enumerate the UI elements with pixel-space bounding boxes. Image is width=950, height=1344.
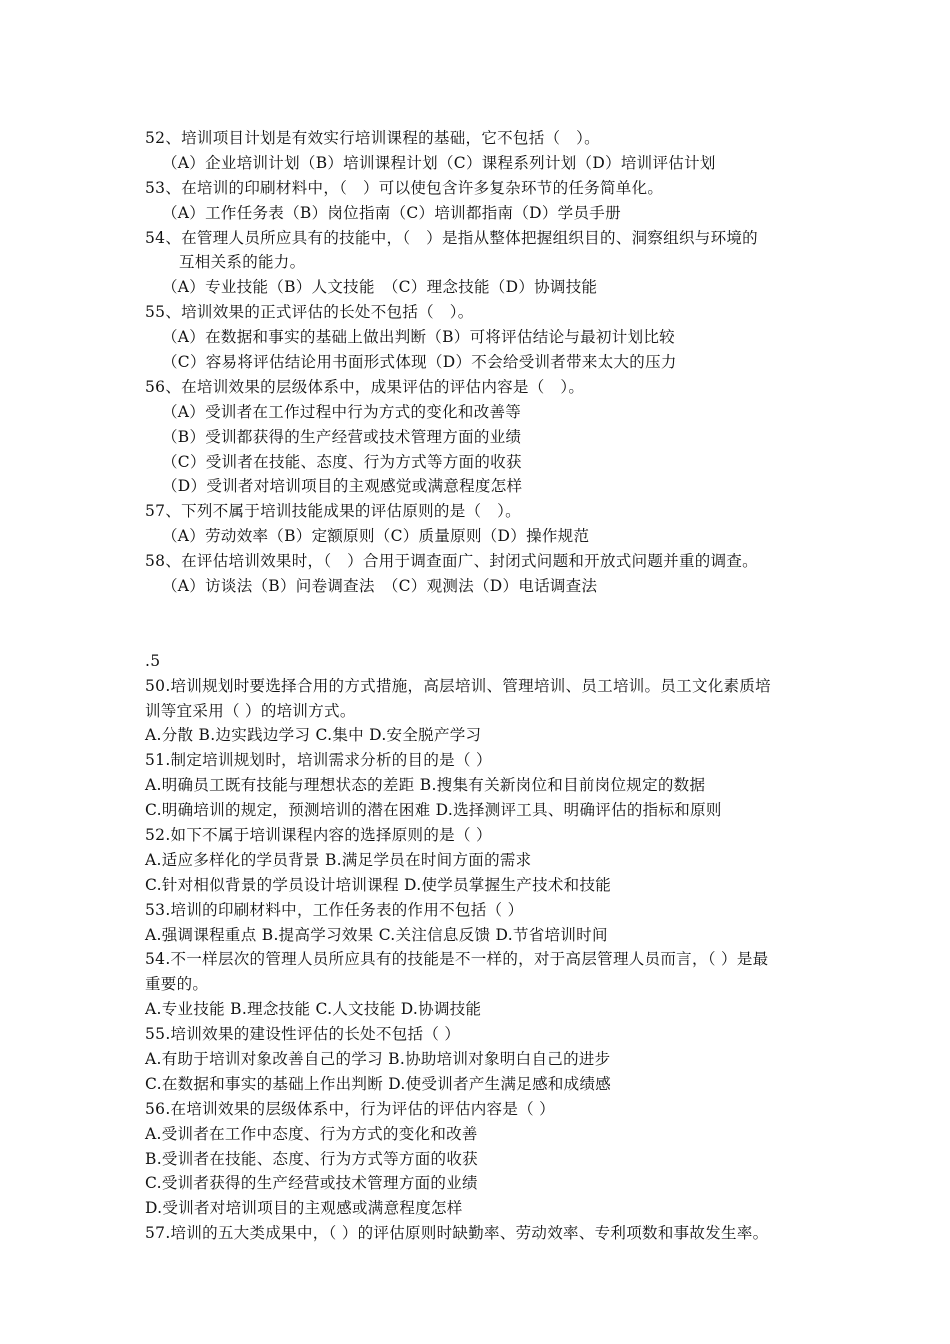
option-line: （A）专业技能（B）人文技能 （C）理念技能（D）协调技能 [162,278,598,297]
text-line: 重要的。 [145,975,209,994]
text-line: C.明确培训的规定，预测培训的潜在困难 D.选择测评工具、明确评估的指标和原则 [145,801,722,820]
option-line: （B）受训都获得的生产经营或技术管理方面的业绩 [162,427,522,446]
text-line: B.受训者在技能、态度、行为方式等方面的收获 [145,1149,478,1168]
option-line: （C）容易将评估结论用书面形式体现（D）不会给受训者带来太大的压力 [162,353,677,372]
option-line: （A）企业培训计划（B）培训课程计划（C）课程系列计划（D）培训评估计划 [162,153,716,172]
option-line: （A）工作任务表（B）岗位指南（C）培训都指南（D）学员手册 [162,203,621,222]
text-line: 56.在培训效果的层级体系中，行为评估的评估内容是（ ） [145,1099,555,1118]
text-line: A.明确员工既有技能与理想状态的差距 B.搜集有关新岗位和目前岗位规定的数据 [145,776,706,795]
text-line: A.受训者在工作中态度、行为方式的变化和改善 [145,1124,478,1143]
text-line: 50.培训规划时要选择合用的方式措施，高层培训、管理培训、员工培训。员工文化素质培 [145,676,771,695]
question-line: 55、培训效果的正式评估的长处不包括（ ）。 [145,303,474,322]
text-line: C.受训者获得的生产经营或技术管理方面的业绩 [145,1174,478,1193]
text-line: C.针对相似背景的学员设计培训课程 D.使学员掌握生产技术和技能 [145,875,612,894]
question-line: 57、下列不属于培训技能成果的评估原则的是（ ）。 [145,502,521,521]
text-line: 53.培训的印刷材料中，工作任务表的作用不包括（ ） [145,900,524,919]
text-line: 训等宜采用（ ）的培训方式。 [145,701,356,720]
section-mark: .5 [145,651,161,670]
text-line: 57.培训的五大类成果中，（ ）的评估原则时缺勤率、劳动效率、专利项数和事故发生率。 [145,1224,769,1243]
text-line: A.有助于培训对象改善自己的学习 B.协助培训对象明白自己的进步 [145,1049,611,1068]
option-line: 互相关系的能力。 [179,253,306,272]
exam-section-1 [145,126,825,599]
option-line: （C）受训者在技能、态度、行为方式等方面的收获 [162,452,522,471]
option-line: （D）受训者对培训项目的主观感觉或满意程度怎样 [162,477,523,496]
option-line: （A）在数据和事实的基础上做出判断（B）可将评估结论与最初计划比较 [162,328,675,347]
document-page [145,126,825,1246]
question-line: 52、培训项目计划是有效实行培训课程的基础，它不包括（ ）。 [145,129,600,147]
text-line: A.强调课程重点 B.提高学习效果 C.关注信息反馈 D.节省培训时间 [145,925,608,944]
text-line: A.专业技能 B.理念技能 C.人文技能 D.协调技能 [145,1000,482,1019]
question-line: 58、在评估培训效果时，（ ）合用于调查面广、封闭式问题和开放式问题并重的调查。 [145,552,758,571]
section-gap [145,599,825,649]
text-line: 51.制定培训规划时，培训需求分析的目的是（ ） [145,751,492,770]
question-line: 54、在管理人员所应具有的技能中，（ ）是指从整体把握组织目的、洞察组织与环境的 [145,228,758,247]
text-line: 54.不一样层次的管理人员所应具有的技能是不一样的，对于高层管理人员而言，（ ）是最 [145,950,769,969]
question-line: 53、在培训的印刷材料中，（ ）可以使包含许多复杂环节的任务简单化。 [145,178,664,197]
exam-section-2 [145,674,825,1246]
text-line: 52.如下不属于培训课程内容的选择原则的是（ ） [145,825,492,844]
text-line: 55.培训效果的建设性评估的长处不包括（ ） [145,1025,461,1044]
text-line: A.分散 B.边实践边学习 C.集中 D.安全脱产学习 [145,726,482,745]
option-line: （A）受训者在工作过程中行为方式的变化和改善等 [162,402,522,421]
text-line: D.受训者对培训项目的主观感或满意程度怎样 [145,1199,463,1218]
option-line: （A）访谈法（B）问卷调查法 （C）观测法（D）电话调查法 [162,577,598,596]
text-line: C.在数据和事实的基础上作出判断 D.使受训者产生满足感和成绩感 [145,1074,612,1093]
option-line: （A）劳动效率（B）定额原则（C）质量原则（D）操作规范 [162,527,590,546]
question-line: 56、在培训效果的层级体系中，成果评估的评估内容是（ ）。 [145,377,585,396]
text-line: A.适应多样化的学员背景 B.满足学员在时间方面的需求 [145,850,532,869]
